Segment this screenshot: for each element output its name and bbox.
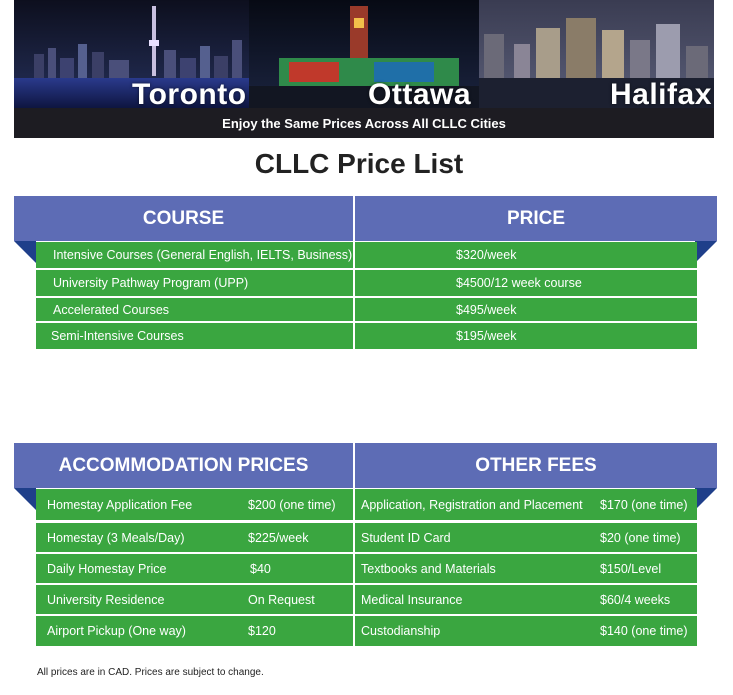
table-row	[355, 585, 697, 614]
table-row	[36, 270, 697, 296]
fee-item: Custodianship	[361, 624, 441, 638]
table-row	[36, 298, 697, 321]
column-header-course: COURSE	[14, 196, 353, 241]
accommodation-item: Homestay Application Fee	[47, 497, 193, 512]
fold-right-decoration	[695, 488, 717, 510]
accommodation-price: $120	[248, 624, 276, 638]
city-label-ottawa: Ottawa	[368, 78, 472, 111]
fold-left-decoration	[14, 488, 36, 510]
table-row	[36, 585, 353, 614]
fee-price: $140 (one time)	[600, 624, 688, 638]
accommodation-price: $40	[250, 561, 271, 576]
column-header-other-fees: OTHER FEES	[355, 443, 717, 488]
fee-item: Textbooks and Materials	[361, 561, 496, 576]
course-price: $4500/12 week course	[456, 276, 582, 290]
table-row	[36, 323, 697, 349]
course-name: University Pathway Program (UPP)	[53, 276, 249, 290]
table-row	[36, 523, 353, 552]
table-row	[36, 242, 697, 268]
column-header-price: PRICE	[355, 196, 717, 241]
fee-item: Student ID Card	[361, 530, 451, 545]
fee-item: Application, Registration and Placement	[361, 497, 583, 512]
accommodation-price: $225/week	[248, 530, 309, 545]
accommodation-item: Airport Pickup (One way)	[47, 624, 186, 638]
column-header-accommodation: ACCOMMODATION PRICES	[14, 443, 353, 488]
course-name: Semi-Intensive Courses	[51, 329, 184, 343]
table-row	[36, 554, 353, 583]
city-label-toronto: Toronto	[132, 78, 247, 111]
accommodation-item: Homestay (3 Meals/Day)	[47, 530, 185, 545]
course-name: Accelerated Courses	[53, 302, 170, 317]
course-price-table	[14, 196, 717, 350]
fee-price: $60/4 weeks	[600, 592, 671, 607]
page-title: CLLC Price List	[254, 148, 464, 179]
accommodation-price: $200 (one time)	[248, 497, 336, 512]
accommodation-price: On Request	[248, 592, 315, 607]
table-row	[355, 616, 697, 646]
accommodation-item: Daily Homestay Price	[47, 561, 167, 576]
city-banner	[14, 0, 714, 138]
column-divider	[353, 242, 355, 350]
course-name: Intensive Courses (General English, IELTS, Business)	[53, 248, 353, 262]
fold-right-decoration	[695, 241, 717, 263]
fee-price: $20 (one time)	[600, 530, 681, 545]
table-row	[36, 489, 353, 520]
course-price: $495/week	[456, 302, 517, 317]
table-row	[36, 616, 353, 646]
accommodation-fees-table	[14, 443, 717, 648]
table-row	[355, 554, 697, 583]
fee-price: $170 (one time)	[600, 497, 688, 512]
course-price: $320/week	[456, 248, 517, 262]
price-disclaimer: All prices are in CAD. Prices are subject to change.	[37, 667, 264, 678]
course-price: $195/week	[456, 329, 517, 343]
table-row	[355, 489, 697, 520]
table-row	[355, 523, 697, 552]
fee-price: $150/Level	[600, 561, 662, 576]
fold-left-decoration	[14, 241, 36, 263]
accommodation-item: University Residence	[47, 592, 165, 607]
fee-item: Medical Insurance	[361, 592, 463, 607]
city-label-halifax: Halifax	[610, 78, 712, 111]
banner-tagline: Enjoy the Same Prices Across All CLLC Cities	[222, 116, 506, 131]
